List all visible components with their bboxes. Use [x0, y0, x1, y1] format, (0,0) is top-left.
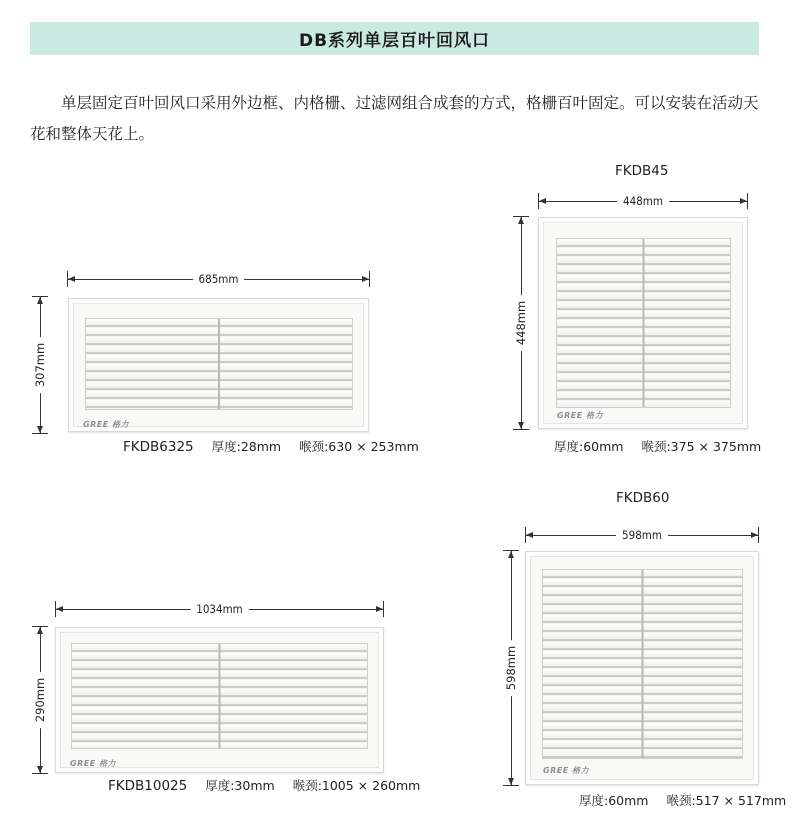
- throat-spec: 喉颈:375 × 375mm: [641, 439, 762, 454]
- width-dimension: [525, 527, 759, 543]
- louver-grid: [556, 238, 731, 408]
- gree-logo: GREE 格力: [557, 411, 603, 420]
- throat-spec: 喉颈:517 × 517mm: [666, 793, 787, 808]
- height-dimension: [32, 626, 48, 774]
- gree-logo: GREE 格力: [70, 759, 116, 768]
- grille-image: [525, 551, 759, 785]
- thickness-spec: 厚度:30mm: [205, 778, 275, 793]
- model-name: FKDB10025: [108, 778, 188, 794]
- product-caption: [123, 437, 433, 455]
- model-name: FKDB6325: [123, 439, 194, 455]
- page-title-text: DB系列单层百叶回风口: [298, 31, 491, 51]
- grille-image: [68, 298, 369, 432]
- height-label: 598mm: [504, 640, 518, 696]
- throat-spec: 喉颈:1005 × 260mm: [292, 778, 421, 793]
- louver-grid: [542, 569, 743, 759]
- width-dimension: [538, 193, 748, 209]
- width-dimension: [55, 601, 384, 617]
- grille-image: [538, 217, 748, 429]
- gree-logo: GREE 格力: [83, 420, 129, 429]
- width-label: 448mm: [617, 194, 669, 208]
- grille-image: [55, 627, 384, 773]
- intro-paragraph: 单层固定百叶回风口采用外边框、内格栅、过滤网组合成套的方式，格栅百叶固定。可以安装在活动天花和整体天花上。: [30, 94, 759, 143]
- model-name: FKDB45: [615, 163, 669, 179]
- width-label: 598mm: [616, 528, 668, 542]
- thickness-spec: 厚度:60mm: [579, 793, 649, 808]
- height-dimension: [513, 216, 529, 430]
- product-caption: [579, 791, 800, 809]
- height-label: 307mm: [33, 337, 47, 393]
- louver-grid: [71, 643, 368, 749]
- page-title: [30, 22, 759, 55]
- thickness-spec: 厚度:60mm: [554, 439, 624, 454]
- throat-spec: 喉颈:630 × 253mm: [299, 439, 419, 454]
- height-dimension: [32, 296, 48, 434]
- product-caption: [108, 776, 434, 794]
- width-dimension: [67, 271, 370, 287]
- product-caption: [554, 437, 775, 455]
- model-name: FKDB60: [616, 490, 670, 506]
- height-label: 448mm: [514, 295, 528, 351]
- height-dimension: [503, 550, 519, 786]
- gree-logo: GREE 格力: [543, 766, 589, 775]
- thickness-spec: 厚度:28mm: [211, 439, 282, 454]
- width-label: 1034mm: [190, 602, 248, 616]
- width-label: 685mm: [193, 272, 245, 286]
- height-label: 290mm: [33, 672, 47, 728]
- louver-grid: [85, 318, 353, 410]
